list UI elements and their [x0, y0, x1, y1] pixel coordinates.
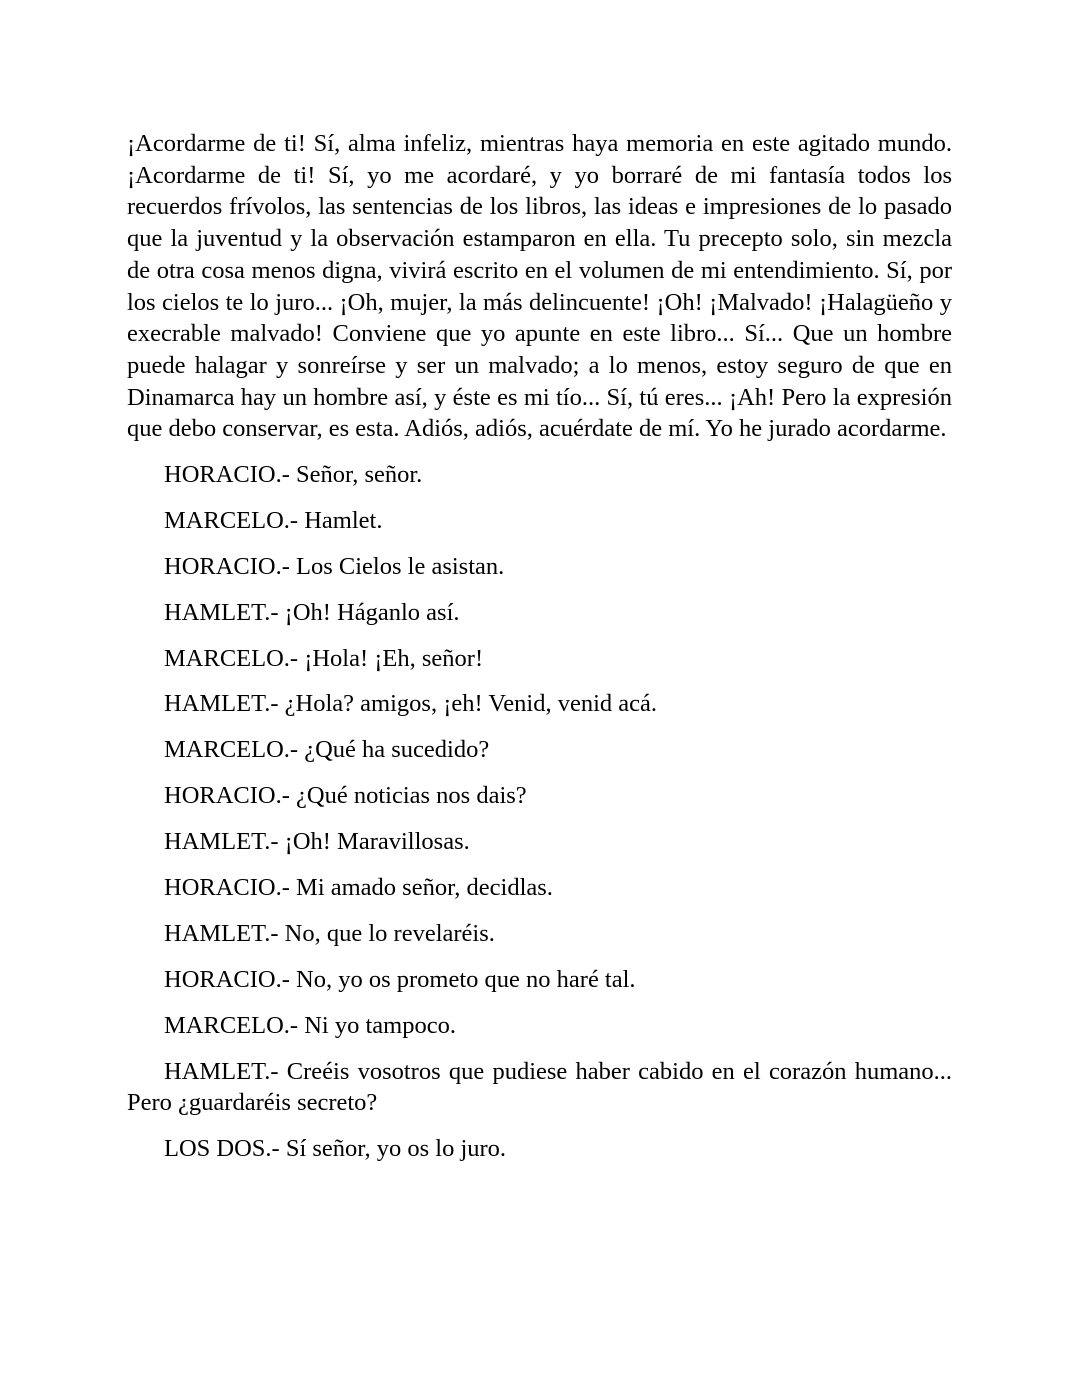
speech-text: ¡Oh! Háganlo así.	[284, 598, 460, 626]
dialogue-line	[127, 780, 952, 812]
speech-text: Hamlet.	[304, 506, 383, 534]
dialogue-line	[127, 551, 952, 583]
dialogue-line	[127, 1133, 952, 1165]
speech-text: ¿Hola? amigos, ¡eh! Venid, venid acá.	[284, 690, 658, 718]
speaker-name: MARCELO.-	[164, 1011, 299, 1039]
dialogue-line	[127, 597, 952, 629]
speech-text: Ni yo tampoco.	[304, 1011, 456, 1039]
dialogue-line	[127, 1010, 952, 1042]
speech-text: ¡Oh! Maravillosas.	[284, 828, 470, 856]
speaker-name: HAMLET.-	[164, 598, 279, 626]
dialogue-line	[127, 1056, 952, 1119]
speaker-name: MARCELO.-	[164, 506, 299, 534]
speaker-name: HAMLET.-	[164, 919, 279, 947]
dialogue-line	[127, 459, 952, 491]
document-page	[127, 128, 952, 1179]
speaker-name: HAMLET.-	[164, 1057, 279, 1085]
dialogue-line	[127, 964, 952, 996]
speaker-name: MARCELO.-	[164, 644, 299, 672]
speech-text: ¡Hola! ¡Eh, señor!	[304, 644, 484, 672]
dialogue-line	[127, 505, 952, 537]
speech-text: No, que lo revelaréis.	[284, 919, 495, 947]
speech-text: Mi amado señor, decidlas.	[296, 874, 553, 902]
dialogue-line	[127, 643, 952, 675]
dialogue-line	[127, 826, 952, 858]
speech-text: No, yo os prometo que no haré tal.	[296, 965, 636, 993]
speaker-name: HAMLET.-	[164, 828, 279, 856]
speech-text: ¿Qué noticias nos dais?	[296, 782, 527, 810]
dialogue-line	[127, 688, 952, 720]
speech-text: Señor, señor.	[296, 461, 423, 489]
speaker-name: LOS DOS.-	[164, 1135, 280, 1163]
speaker-name: HORACIO.-	[164, 552, 290, 580]
speaker-name: HORACIO.-	[164, 461, 290, 489]
speaker-name: HORACIO.-	[164, 874, 290, 902]
dialogue-line	[127, 918, 952, 950]
speaker-name: HORACIO.-	[164, 965, 290, 993]
speech-text: Creéis vosotros que pudiese haber cabido en el corazón humano... Pero ¿guardaréis secreto?	[127, 1057, 953, 1117]
dialogue-list	[127, 459, 952, 1165]
speech-text: ¿Qué ha sucedido?	[304, 736, 490, 764]
speech-text: Sí señor, yo os lo juro.	[285, 1135, 507, 1163]
speaker-name: HAMLET.-	[164, 690, 279, 718]
opening-paragraph: ¡Acordarme de ti! Sí, alma infeliz, mientras haya memoria en este agitado mundo. ¡Acordarme de ti! Sí, yo me acordaré, y yo borraré de mi fantasía todos los recuerdos frívolos, las sentencias de los libros, las ideas e impresiones de lo pasado que la juventud y la observación estamparon en ella. Tu precepto solo, sin mezcla de otra cosa menos digna, vivirá escrito en el volumen de mi entendimiento. Sí, por los cielos te lo juro... ¡Oh, mujer, la más delincuente! ¡Oh! ¡Malvado! ¡Halagüeño y execrable malvado! Conviene que yo apunte en este libro... Sí... Que un hombre puede halagar y sonreírse y ser un malvado; a lo menos, estoy seguro de que en Dinamarca hay un hombre así, y éste es mi tío... Sí, tú eres... ¡Ah! Pero la expresión que debo conservar, es esta. Adiós, adiós, acuérdate de mí. Yo he jurado acordarme.	[127, 130, 952, 443]
speech-text: Los Cielos le asistan.	[296, 552, 505, 580]
speaker-name: HORACIO.-	[164, 782, 290, 810]
dialogue-line	[127, 734, 952, 766]
dialogue-line	[127, 872, 952, 904]
speaker-name: MARCELO.-	[164, 736, 299, 764]
